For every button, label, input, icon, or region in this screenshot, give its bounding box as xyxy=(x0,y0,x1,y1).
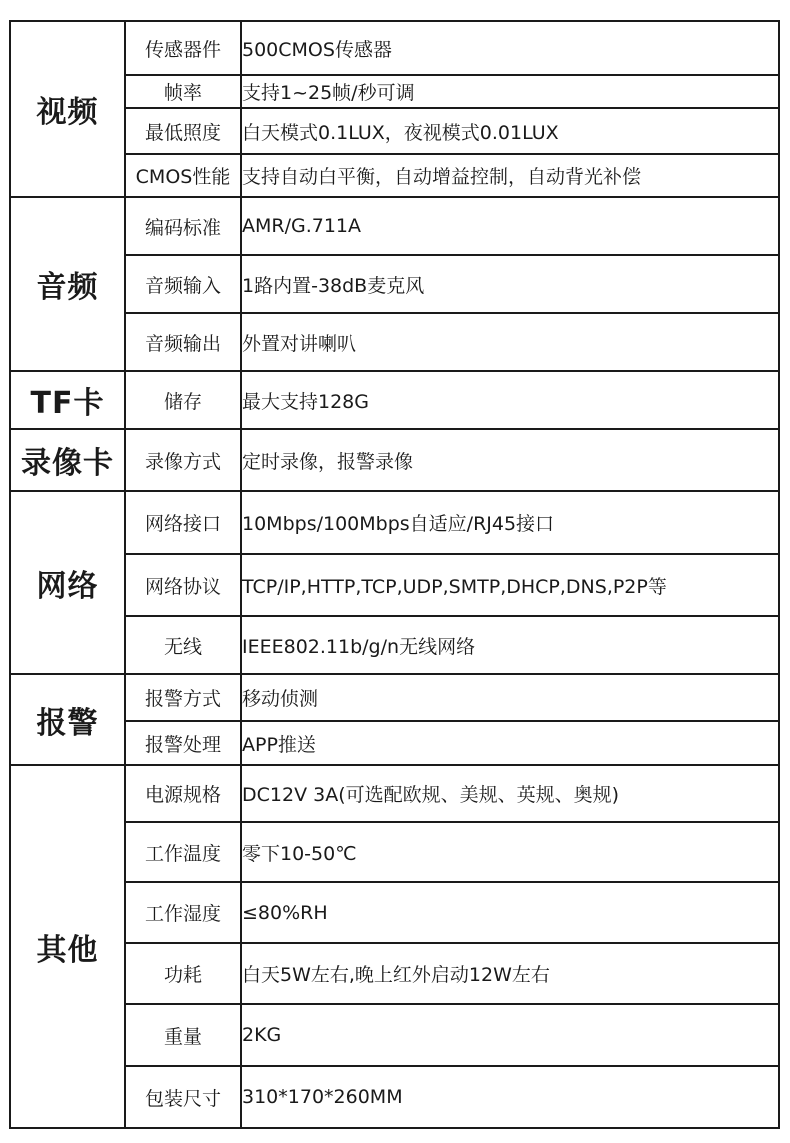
spec-label: 最低照度 xyxy=(125,108,241,154)
spec-row xyxy=(10,1066,779,1128)
spec-label: 网络协议 xyxy=(125,554,241,616)
spec-label: 网络接口 xyxy=(125,491,241,554)
spec-value: 支持自动白平衡，自动增益控制，自动背光补偿 xyxy=(241,154,779,197)
spec-label: 编码标准 xyxy=(125,197,241,255)
category-audio: 音频 xyxy=(10,197,125,371)
spec-label: CMOS性能 xyxy=(125,154,241,197)
spec-value: AMR/G.711A xyxy=(241,197,779,255)
spec-row xyxy=(10,255,779,313)
spec-value: 外置对讲喇叭 xyxy=(241,313,779,371)
spec-value: 零下10-50℃ xyxy=(241,822,779,882)
spec-value: 1路内置-38dB麦克风 xyxy=(241,255,779,313)
spec-value: 310*170*260MM xyxy=(241,1066,779,1128)
spec-label: 报警方式 xyxy=(125,674,241,721)
spec-label: 电源规格 xyxy=(125,765,241,822)
spec-label: 传感器件 xyxy=(125,21,241,75)
spec-row xyxy=(10,75,779,108)
spec-row xyxy=(10,154,779,197)
spec-label: 重量 xyxy=(125,1004,241,1066)
spec-row xyxy=(10,882,779,943)
spec-row xyxy=(10,1004,779,1066)
spec-value: 支持1~25帧/秒可调 xyxy=(241,75,779,108)
spec-value: 白天模式0.1LUX，夜视模式0.01LUX xyxy=(241,108,779,154)
spec-row xyxy=(10,616,779,674)
spec-value: DC12V 3A(可选配欧规、美规、英规、奥规) xyxy=(241,765,779,822)
spec-label: 报警处理 xyxy=(125,721,241,765)
spec-label: 音频输出 xyxy=(125,313,241,371)
spec-label: 功耗 xyxy=(125,943,241,1004)
spec-row xyxy=(10,674,779,721)
spec-row xyxy=(10,371,779,429)
spec-label: 录像方式 xyxy=(125,429,241,491)
category-alarm: 报警 xyxy=(10,674,125,765)
spec-value: IEEE802.11b/g/n无线网络 xyxy=(241,616,779,674)
spec-row xyxy=(10,429,779,491)
spec-label: 音频输入 xyxy=(125,255,241,313)
spec-value: 500CMOS传感器 xyxy=(241,21,779,75)
category-tf-card: TF卡 xyxy=(10,371,125,429)
spec-label: 工作温度 xyxy=(125,822,241,882)
spec-row xyxy=(10,721,779,765)
category-other: 其他 xyxy=(10,765,125,1128)
category-recording: 录像卡 xyxy=(10,429,125,491)
spec-row xyxy=(10,822,779,882)
spec-row xyxy=(10,108,779,154)
spec-row xyxy=(10,943,779,1004)
spec-row xyxy=(10,554,779,616)
spec-row xyxy=(10,313,779,371)
spec-row xyxy=(10,197,779,255)
spec-label: 储存 xyxy=(125,371,241,429)
category-network: 网络 xyxy=(10,491,125,674)
spec-value: 10Mbps/100Mbps自适应/RJ45接口 xyxy=(241,491,779,554)
spec-table xyxy=(9,20,780,1129)
spec-label: 工作湿度 xyxy=(125,882,241,943)
spec-value: APP推送 xyxy=(241,721,779,765)
spec-value: 定时录像，报警录像 xyxy=(241,429,779,491)
spec-value: 白天5W左右,晚上红外启动12W左右 xyxy=(241,943,779,1004)
spec-value: 2KG xyxy=(241,1004,779,1066)
category-video: 视频 xyxy=(10,21,125,197)
spec-value: ≤80%RH xyxy=(241,882,779,943)
spec-label: 帧率 xyxy=(125,75,241,108)
spec-row xyxy=(10,765,779,822)
spec-label: 包装尺寸 xyxy=(125,1066,241,1128)
spec-label: 无线 xyxy=(125,616,241,674)
spec-value: TCP/IP,HTTP,TCP,UDP,SMTP,DHCP,DNS,P2P等 xyxy=(241,554,779,616)
spec-row xyxy=(10,21,779,75)
spec-row xyxy=(10,491,779,554)
spec-value: 移动侦测 xyxy=(241,674,779,721)
spec-value: 最大支持128G xyxy=(241,371,779,429)
